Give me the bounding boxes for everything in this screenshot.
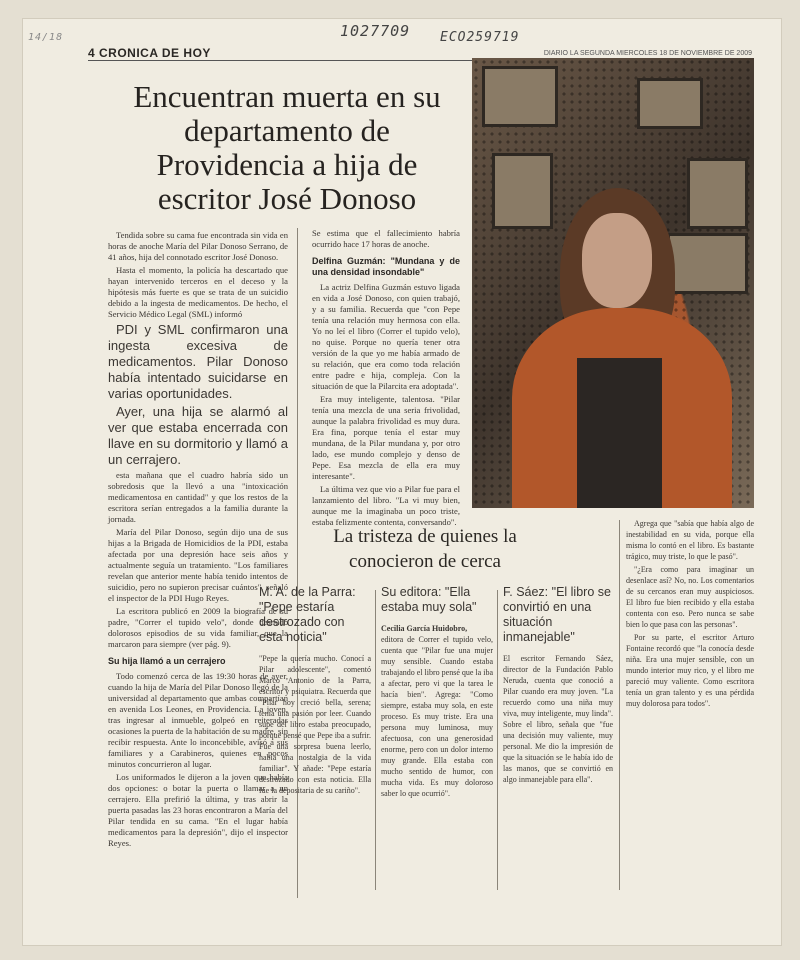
section-label: 4 CRONICA DE HOY (88, 46, 211, 60)
article-column-2 (312, 228, 460, 530)
column-divider (497, 590, 498, 890)
lead-paragraph: Tendida sobre su cama fue encontrada sin vida en horas de anoche María del Pilar Donoso Serrano, de 41 años, hija del connotado escritor José Donoso. (108, 230, 288, 262)
body-paragraph: La escritora publicó en 2009 la biografía de su padre, "Correr el tupido velo", donde desnudó dolorosos episodios de su vida familiar, que la marcaron para siempre (ver pág. 9). (108, 606, 288, 649)
column-divider (297, 228, 298, 898)
sidebar-text: "Pepe la quería mucho. Conocí a Pilar adolescente", comentó Marco Antonio de la Parra, escritor y psiquiatra. Recuerda que "Pilar hoy creció bella, serena; tenía una pasión por leer. Cuando supe del libro estaba preocupado, porque pensé que Pepe iba a sufrir. Fue una sorpresa buena leerlo, había una nostalgia de la vida familiar". Y añade: "Pepe estaría destrozado con esta noticia. Ella fue la depositaria de su cariño". (259, 654, 371, 795)
body-paragraph: María del Pilar Donoso, según dijo una de sus hijas a la Brigada de Homicidios de la PDI, estaba afectada por una depresión hace seis años y actualmente seguía un tratamiento. "Los familiares revelan que anterior mente había tenido intentos de suicidio, pero no supieron precisar cuántos", señaló el inspector de la PDI Hugo Reyes. (108, 527, 288, 603)
portrait-photo (472, 58, 754, 508)
pull-quote: PDI y SML confirmaron una ingesta excesiva de medicamentos. Pilar Donoso había intentado suicidarse en varias oportunidades. (108, 322, 288, 401)
body-paragraph: La última vez que vio a Pilar fue para el lanzamiento del libro. "La vi muy bien, aunque me la imaginaba un poco triste, estaba felizmente contenta, conversando". (312, 484, 460, 527)
headline: Encuentran muerta en su departamento de Providencia a hija de escritor José Donoso (133, 79, 441, 216)
body-paragraph: Los uniformados le dijeron a la joven que había dos opciones: o botar la puerta o llamar a un cerrajero. Ella prefirió la última, y tras abrir la puerta pasadas las 23 horas encontraron a María del Pilar tendida en su cama. "En el lugar había medicamentos para la depresión", dijo el inspector Reyes. (108, 772, 288, 848)
sidebar-text: El escritor Fernando Sáez, director de la Fundación Pablo Neruda, cuenta que conoció a Pilar cuando era muy joven. "La recuerdo como una niña muy viva, muy inteligente, muy linda". Sobre el libro, señala que "fue una decisión muy valiente, muy personal. Me dio la impresión de que la situación se le había ido de las manos, que se convirtió en algo inmanejable para ella". (503, 654, 613, 784)
sidebar-column-2 (381, 585, 493, 799)
margin-mark-left: 14/18 (28, 32, 64, 43)
catalog-number: 1027709 (340, 22, 411, 40)
body-paragraph: Se estima que el fallecimiento habría ocurrido hace 17 horas de anoche. (312, 228, 460, 249)
column-divider (375, 590, 376, 890)
sidebar-heading: Su editora: "Ella estaba muy sola" (381, 585, 477, 614)
body-paragraph: Todo comenzó cerca de las 19:30 horas de ayer, cuando la hija de María del Pilar Donoso llegó de la universidad al departamento que ambas compartían en avenida Los Leones, en Providencia. La joven, tras ingresar al inmueble, golpeó en reiteradas ocasiones la puerta de la habitación de su madre, sin recibir respuesta. Ante lo inconcebible, avisó a sus familiares y a Carabineros, quienes en pocos minutos concurrieron al lugar. (108, 671, 288, 769)
sidebar-column-4 (626, 518, 754, 711)
subheading: Su hija llamó a un cerrajero (108, 656, 226, 666)
pull-quote: Ayer, una hija se alarmó al ver que estaba encerrada con llave en su dormitorio y llamó a un cerrajero. (108, 404, 288, 467)
dateline: DIARIO LA SEGUNDA MIERCOLES 18 DE NOVIEMBRE DE 2009 (543, 50, 752, 57)
body-paragraph: Hasta el momento, la policía ha descartado que hayan intervenido terceros en el deceso y la hipótesis más fuerte es que se trata de un suicidio debido a la ingesta de medicamentos. De hecho, el Servicio Médico Legal (SML) informó (108, 265, 288, 319)
sidebar-title: La tristeza de quienes la conocieron de cerca (333, 526, 517, 572)
sidebar-column-1 (259, 585, 371, 796)
subheading: Delfina Guzmán: "Mundana y de una densidad insondable" (312, 256, 460, 277)
sidebar-heading: F. Sáez: "El libro se convirtió en una situación inmanejable" (503, 585, 611, 644)
sidebar-heading: M. A. de la Parra: "Pepe estaría destrozado con esta noticia" (259, 585, 356, 644)
sidebar-text: editora de Correr el tupido velo, cuenta que "Pilar fue una mujer muy sensible. Cuando estaba trabajando el libro pensé que la iba a afectar, pero vi que la tarea le hacía bien". Agrega: "Como siempre, estaba muy sola, en este proceso. Es muy triste. Era una persona muy luminosa, muy afectuosa, con una generosidad enorme, pero con un dolor interno muy grande. Ella estaba con mucho sentido de humor, con mucha vida. Es muy doloroso saber lo que ocurrió". (381, 635, 493, 798)
body-paragraph: Era muy inteligente, talentosa. "Pilar tenía una mezcla de una seria frivolidad, aunque la palabra frivolidad es muy dura. Era fina, porque tenía el estar muy mundana, de la Pilar mundana y, por otro lado, ese mundo complejo y denso de Pepe. Esa mezcla de ella era muy interesante". (312, 394, 460, 481)
sidebar-byline: Cecilia García Huidobro, (381, 624, 468, 633)
body-paragraph: Agrega que "sabía que había algo de inestabilidad en su vida, porque ella misma lo contó en el libro. Es bastante trágico, muy triste, lo que le pasó". (626, 519, 754, 561)
archive-code: ECO259719 (440, 30, 520, 45)
sidebar-column-3 (503, 585, 613, 785)
body-paragraph: "¿Era como para imaginar un desenlace así? No, no. Los comentarios de su cercanos eran muy auspiciosos. El libro fue bien recibido y ella estaba contenta con eso. Pero nunca se sabe bien lo que pasa con las personas". (626, 565, 754, 629)
body-paragraph: Por su parte, el escritor Arturo Fontaine recordó que "la conocía desde niña. Era una mujer sensible, con un mundo interior muy rico, y el libro me pareció muy valiente. Como escritora tenía un gran talento y es una pérdida muy dolorosa para todos". (626, 633, 754, 708)
body-paragraph: La actriz Delfina Guzmán estuvo ligada en vida a José Donoso, con quien trabajó, y a su familia. Recuerda que "con Pepe tenía una relación muy hermosa con ella. Yo no leí el libro (Correr el tupido velo), no quise. Porque no quería tener otra versión de la que yo me había armado de su relación, que era como toda relación entre padre e hija, compleja. Con la situación de que la Pilarcita era adoptada". (312, 282, 460, 391)
column-divider (619, 520, 620, 890)
body-paragraph: esta mañana que el cuadro habría sido un sobredosis que la llevó a una "intoxicación medicamentosa en cantidad" y que los restos de la escritora serían entregados a la familia durante la jornada. (108, 470, 288, 524)
